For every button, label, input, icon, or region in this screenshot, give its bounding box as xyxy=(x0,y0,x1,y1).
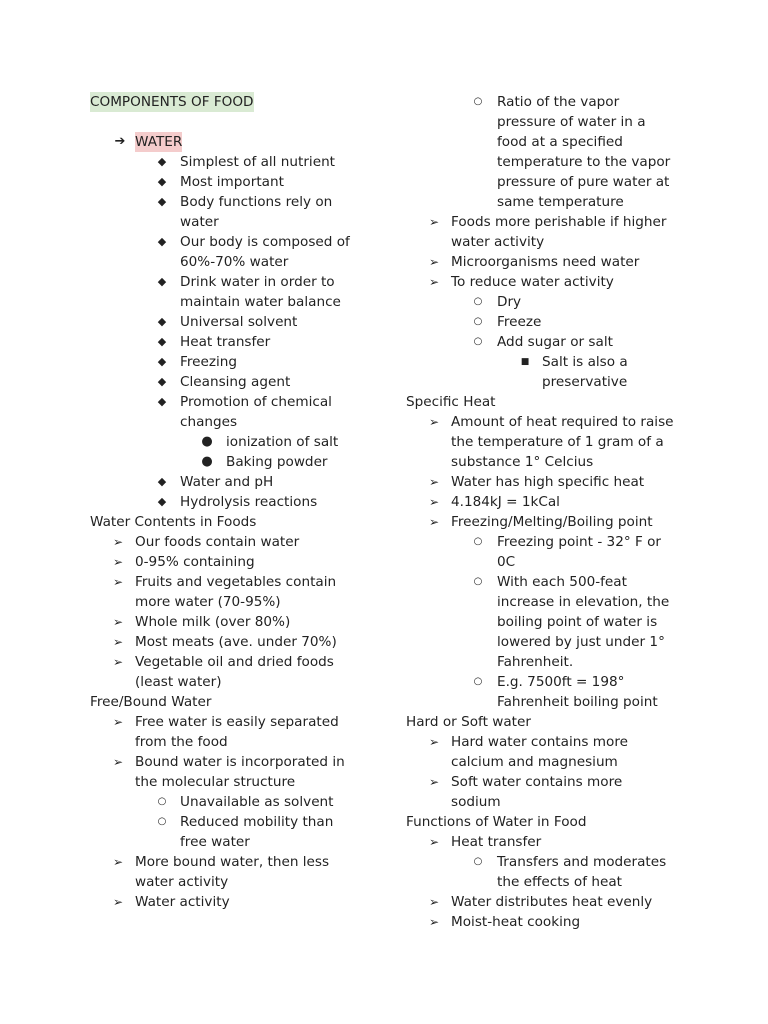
list-item-text: Unavailable as solvent xyxy=(180,794,334,810)
list-item-text: Whole milk (over 80%) xyxy=(135,614,291,630)
arrowhead-bullet-icon: ➢ xyxy=(428,415,440,429)
list-item-text: Universal solvent xyxy=(180,314,298,330)
arrowhead-bullet-icon: ➢ xyxy=(112,715,124,729)
list-item-text: 4.184kJ = 1kCal xyxy=(451,494,560,510)
arrowhead-bullet-icon: ➢ xyxy=(112,555,124,569)
arrowhead-bullet-icon: ➢ xyxy=(112,755,124,769)
arrowhead-bullet-icon: ➢ xyxy=(428,495,440,509)
arrowhead-bullet-icon: ➢ xyxy=(112,855,124,869)
arrowhead-bullet-icon: ➢ xyxy=(112,615,124,629)
list-item-text: Reduced mobility than free water xyxy=(180,814,334,850)
list-item-text: Moist-heat cooking xyxy=(451,914,581,930)
list-item-text: 0-95% containing xyxy=(135,554,255,570)
list-item-text: Heat transfer xyxy=(451,834,542,850)
list-item-text: Most meats (ave. under 70%) xyxy=(135,634,337,650)
diamond-bullet-icon: ◆ xyxy=(157,275,167,288)
list-item-text: Add sugar or salt xyxy=(497,334,613,350)
square-bullet-icon: ■ xyxy=(520,357,530,367)
circle-bullet-icon: ○ xyxy=(473,536,483,547)
dot-bullet-icon: ● xyxy=(201,434,213,449)
section-heading: Specific Heat xyxy=(406,394,496,410)
list-item-text: Transfers and moderates the effects of heat xyxy=(497,854,667,890)
circle-bullet-icon: ○ xyxy=(473,576,483,587)
arrowhead-bullet-icon: ➢ xyxy=(112,635,124,649)
list-item-text: Water activity xyxy=(135,894,230,910)
diamond-bullet-icon: ◆ xyxy=(157,315,167,328)
arrowhead-bullet-icon: ➢ xyxy=(428,835,440,849)
diamond-bullet-icon: ◆ xyxy=(157,495,167,508)
arrowhead-bullet-icon: ➢ xyxy=(428,915,440,929)
list-item-text: E.g. 7500ft = 198° Fahrenheit boiling point xyxy=(497,674,658,710)
list-item-text: Freeze xyxy=(497,314,542,330)
list-item-text: Foods more perishable if higher water activity xyxy=(451,214,667,250)
circle-bullet-icon: ○ xyxy=(473,96,483,107)
diamond-bullet-icon: ◆ xyxy=(157,335,167,348)
arrowhead-bullet-icon: ➢ xyxy=(428,775,440,789)
section-heading: Hard or Soft water xyxy=(406,714,531,730)
circle-bullet-icon: ○ xyxy=(473,296,483,307)
arrowhead-bullet-icon: ➢ xyxy=(112,895,124,909)
document-title: COMPONENTS OF FOOD xyxy=(90,94,254,110)
section-heading: Water Contents in Foods xyxy=(90,514,257,530)
list-item-text: Vegetable oil and dried foods (least water) xyxy=(135,654,334,690)
arrowhead-bullet-icon: ➢ xyxy=(112,535,124,549)
arrowhead-bullet-icon: ➢ xyxy=(428,255,440,269)
list-item-text: Hard water contains more calcium and magnesium xyxy=(451,734,628,770)
list-item-text: Water has high specific heat xyxy=(451,474,645,490)
list-item-text: Salt is also a preservative xyxy=(542,354,628,390)
list-item-text: More bound water, then less water activity xyxy=(135,854,330,890)
list-item-text: Drink water in order to maintain water balance xyxy=(180,274,341,310)
diamond-bullet-icon: ◆ xyxy=(157,195,167,208)
circle-bullet-icon: ○ xyxy=(473,856,483,867)
list-item-text: Freezing xyxy=(180,354,238,370)
list-item-text: Water distributes heat evenly xyxy=(451,894,653,910)
list-item-text: Freezing/Melting/Boiling point xyxy=(451,514,653,530)
list-item-text: Our body is composed of 60%-70% water xyxy=(180,234,350,270)
list-item-text: Water and pH xyxy=(180,474,274,490)
list-item-text: ionization of salt xyxy=(226,434,339,450)
diamond-bullet-icon: ◆ xyxy=(157,475,167,488)
list-item-text: Free water is easily separated from the food xyxy=(135,714,339,750)
arrowhead-bullet-icon: ➢ xyxy=(428,895,440,909)
list-item-text: Microorganisms need water xyxy=(451,254,640,270)
diamond-bullet-icon: ◆ xyxy=(157,235,167,248)
list-item-text: To reduce water activity xyxy=(451,274,614,290)
list-item-text: Bound water is incorporated in the molecular structure xyxy=(135,754,345,790)
list-item-text: Body functions rely on water xyxy=(180,194,333,230)
list-item-text: With each 500-feat increase in elevation, the boiling point of water is lowered by just under 1° Fahrenheit. xyxy=(497,574,670,670)
list-item-text: Dry xyxy=(497,294,522,310)
water-label: WATER xyxy=(135,134,183,150)
arrowhead-bullet-icon: ➢ xyxy=(428,215,440,229)
diamond-bullet-icon: ◆ xyxy=(157,155,167,168)
diamond-bullet-icon: ◆ xyxy=(157,395,167,408)
arrowhead-bullet-icon: ➢ xyxy=(428,515,440,529)
list-item-text: Fruits and vegetables contain more water (70-95%) xyxy=(135,574,337,610)
circle-bullet-icon: ○ xyxy=(473,676,483,687)
list-item-text: Soft water contains more sodium xyxy=(451,774,623,810)
arrowhead-bullet-icon: ➢ xyxy=(428,275,440,289)
diamond-bullet-icon: ◆ xyxy=(157,375,167,388)
list-item-text: Simplest of all nutrient xyxy=(180,154,336,170)
arrowhead-bullet-icon: ➢ xyxy=(112,655,124,669)
list-item-text: Heat transfer xyxy=(180,334,271,350)
dot-bullet-icon: ● xyxy=(201,454,213,469)
arrowhead-bullet-icon: ➢ xyxy=(428,475,440,489)
list-item-text: Freezing point - 32° F or 0C xyxy=(497,534,662,570)
diamond-bullet-icon: ◆ xyxy=(157,355,167,368)
arrow-right-icon: ➔ xyxy=(114,134,126,149)
list-item-text: Hydrolysis reactions xyxy=(180,494,318,510)
list-item-text: Our foods contain water xyxy=(135,534,300,550)
circle-bullet-icon: ○ xyxy=(473,336,483,347)
circle-bullet-icon: ○ xyxy=(473,316,483,327)
list-item-text: Most important xyxy=(180,174,284,190)
diamond-bullet-icon: ◆ xyxy=(157,175,167,188)
arrowhead-bullet-icon: ➢ xyxy=(112,575,124,589)
list-item-text: Promotion of chemical changes xyxy=(180,394,332,430)
arrowhead-bullet-icon: ➢ xyxy=(428,735,440,749)
list-item-text: Cleansing agent xyxy=(180,374,291,390)
list-item-text: Ratio of the vapor pressure of water in a food at a specified temperature to the vapor pressure of pure water at same temperature xyxy=(497,94,671,210)
list-item-text: Baking powder xyxy=(226,454,328,470)
section-heading: Free/Bound Water xyxy=(90,694,212,710)
circle-bullet-icon: ○ xyxy=(157,816,167,827)
section-heading: Functions of Water in Food xyxy=(406,814,587,830)
circle-bullet-icon: ○ xyxy=(157,796,167,807)
list-item-text: Amount of heat required to raise the temperature of 1 gram of a substance 1° Celcius xyxy=(451,414,674,470)
